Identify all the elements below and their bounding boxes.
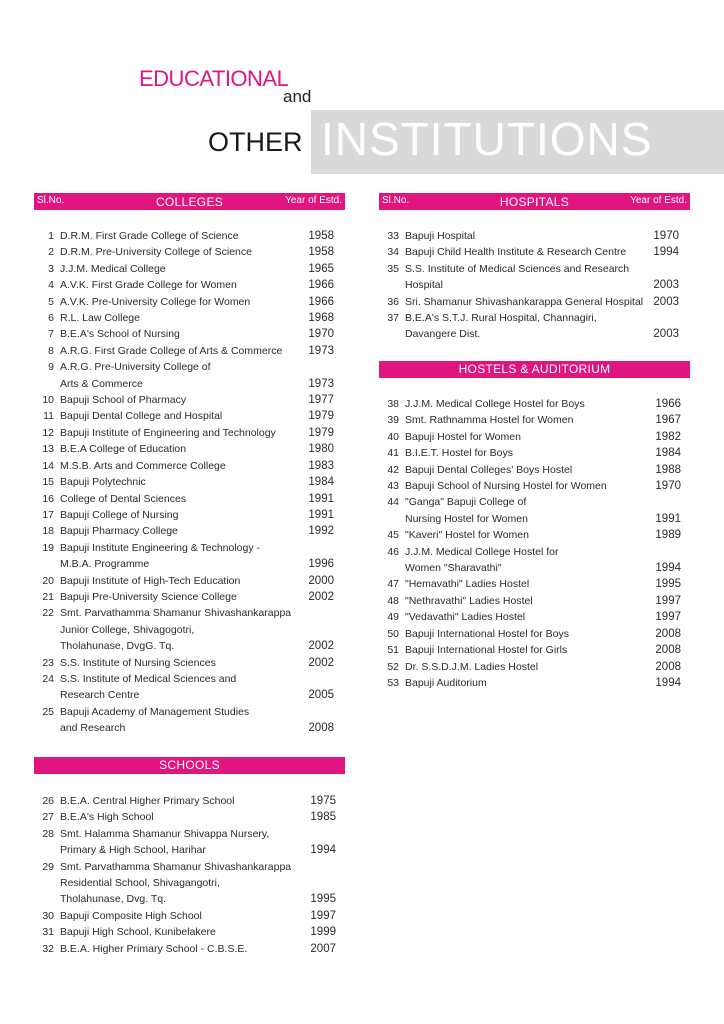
item-year: 1958	[308, 246, 334, 259]
colleges-year-label: Year of Estd.	[285, 195, 342, 206]
list-item	[34, 540, 334, 573]
item-name: Smt. Rathnamma Hostel for Women	[405, 414, 574, 427]
item-year: 1970	[655, 480, 681, 493]
item-name: D.R.M. Pre-University College of Science	[60, 246, 252, 259]
item-year: 1984	[308, 476, 334, 489]
item-name: Bapuji Academy of Management Studies and Research	[60, 705, 250, 735]
item-year: 1966	[655, 398, 681, 410]
item-number: 27	[42, 811, 54, 824]
item-number: 47	[387, 578, 399, 591]
hospitals-heading: HOSPITALS	[499, 195, 570, 209]
item-number: 31	[42, 926, 54, 939]
list-item	[34, 343, 334, 359]
item-number: 21	[42, 590, 54, 603]
item-number: 17	[42, 508, 54, 521]
item-number: 41	[387, 447, 399, 460]
schools-list	[34, 793, 336, 957]
title-educational: EDUCATIONAL	[139, 66, 289, 91]
item-name: Smt. Parvathamma Shamanur Shivashankarappa Residential School, Shivagangotri, Tholahunase, Dvg. Tq.	[60, 860, 292, 906]
list-item	[34, 573, 334, 589]
item-name: Bapuji Hospital	[405, 230, 476, 242]
item-number: 14	[42, 459, 54, 472]
item-year: 2008	[308, 722, 334, 735]
item-number: 3	[48, 262, 54, 275]
list-item	[379, 609, 681, 625]
list-item	[379, 310, 679, 343]
item-number: 25	[42, 705, 54, 718]
item-number: 37	[387, 312, 399, 325]
item-name: Bapuji Hostel for Women	[405, 430, 521, 443]
item-number: 50	[387, 627, 399, 640]
item-number: 9	[48, 361, 54, 374]
item-name: J.J.M. Medical College Hostel for Boys	[405, 398, 585, 410]
item-year: 1994	[655, 562, 681, 575]
item-year: 1975	[310, 795, 336, 807]
item-number: 28	[42, 827, 54, 840]
item-name: "Vedavathi" Ladies Hostel	[405, 611, 526, 624]
item-name: J.J.M. Medical College	[60, 262, 166, 275]
item-year: 1997	[655, 594, 681, 607]
list-item	[34, 704, 334, 737]
item-year: 1958	[308, 230, 334, 242]
title-institutions: INSTITUTIONS	[321, 113, 653, 165]
item-number: 44	[387, 496, 399, 509]
list-item	[34, 826, 336, 859]
item-year: 1991	[655, 512, 681, 525]
list-item	[379, 462, 681, 478]
item-name: S.S. Institute of Medical Sciences and Research Centre	[60, 672, 237, 702]
list-item	[34, 294, 334, 310]
item-name: Bapuji Institute of High-Tech Education	[60, 574, 241, 587]
list-item	[379, 642, 681, 658]
item-number: 2	[48, 246, 54, 259]
list-item	[34, 408, 334, 424]
item-year: 1994	[310, 844, 336, 857]
item-year: 1995	[310, 893, 336, 906]
item-name: Bapuji Institute Engineering & Technology - M.B.A. Programme	[60, 541, 261, 571]
item-name: "Nethravathi" Ladies Hostel	[405, 594, 533, 607]
item-number: 12	[42, 426, 54, 439]
item-number: 7	[48, 328, 54, 341]
list-item	[34, 228, 334, 244]
item-name: Bapuji Auditorium	[405, 676, 487, 689]
item-number: 19	[42, 541, 54, 554]
list-item	[379, 675, 681, 691]
item-year: 2003	[653, 295, 679, 308]
item-name: Bapuji School of Pharmacy	[60, 394, 187, 407]
list-item	[34, 589, 334, 605]
item-name: R.L. Law College	[60, 312, 140, 325]
list-item	[34, 924, 336, 940]
item-name: Bapuji High School, Kunibelakere	[60, 926, 216, 939]
item-name: Bapuji Polytechnic	[60, 476, 146, 489]
list-item	[379, 494, 681, 527]
item-number: 34	[387, 246, 399, 259]
list-item	[34, 507, 334, 523]
item-number: 43	[387, 480, 399, 493]
item-number: 32	[42, 942, 54, 955]
item-name: B.I.E.T. Hostel for Boys	[405, 447, 513, 460]
item-number: 10	[42, 394, 54, 407]
item-number: 6	[48, 312, 54, 325]
item-number: 22	[42, 607, 54, 620]
list-item	[34, 655, 334, 671]
hostels-list	[379, 396, 681, 691]
item-name: B.E.A College of Education	[60, 443, 187, 456]
list-item	[34, 809, 336, 825]
list-item	[379, 659, 681, 675]
list-item	[34, 326, 334, 342]
item-number: 48	[387, 594, 399, 607]
list-item	[379, 544, 681, 577]
item-name: "Ganga" Bapuji College of Nursing Hostel for Women	[405, 496, 528, 525]
hospitals-list	[379, 228, 679, 343]
list-item	[379, 261, 679, 294]
item-number: 20	[42, 574, 54, 587]
item-name: Smt. Halamma Shamanur Shivappa Nursery, Primary & High School, Harihar	[60, 827, 270, 857]
item-name: B.E.A's S.T.J. Rural Hospital, Channagiri, Davangere Dist.	[405, 312, 597, 341]
item-name: A.V.K. First Grade College for Women	[60, 279, 237, 292]
item-name: B.E.A. Higher Primary School - C.B.S.E.	[60, 942, 248, 955]
item-name: Bapuji International Hostel for Boys	[405, 627, 570, 640]
item-number: 1	[48, 230, 54, 242]
item-number: 52	[387, 660, 399, 673]
item-name: Smt. Parvathamma Shamanur Shivashankarappa Junior College, Shivagogotri, Tholahunase, DvgG. Tq.	[60, 607, 292, 653]
item-year: 1979	[308, 410, 334, 423]
item-number: 33	[387, 230, 399, 242]
item-number: 13	[42, 443, 54, 456]
item-name: S.S. Institute of Medical Sciences and Research Hospital	[405, 262, 630, 292]
item-year: 2007	[310, 942, 336, 955]
item-year: 1982	[655, 430, 681, 443]
list-item	[379, 294, 679, 310]
item-year: 1966	[308, 295, 334, 308]
item-name: B.E.A's High School	[60, 811, 154, 824]
item-number: 45	[387, 529, 399, 542]
item-number: 29	[42, 860, 54, 873]
list-item	[34, 359, 334, 392]
item-year: 1979	[308, 426, 334, 439]
item-number: 51	[387, 644, 399, 657]
item-name: A.V.K. Pre-University College for Women	[60, 295, 251, 308]
item-year: 1995	[655, 578, 681, 591]
item-number: 39	[387, 414, 399, 427]
item-number: 4	[48, 279, 54, 292]
item-name: "Kaveri" Hostel for Women	[405, 529, 529, 542]
item-year: 1992	[308, 525, 334, 538]
item-number: 30	[42, 909, 54, 922]
item-number: 46	[387, 545, 399, 558]
list-item	[379, 478, 681, 494]
item-year: 1991	[308, 508, 334, 521]
item-number: 40	[387, 430, 399, 443]
item-year: 2002	[308, 640, 334, 653]
item-name: Dr. S.S.D.J.M. Ladies Hostel	[405, 660, 539, 673]
item-name: Bapuji School of Nursing Hostel for Women	[405, 480, 607, 493]
list-item	[34, 425, 334, 441]
item-name: S.S. Institute of Nursing Sciences	[60, 656, 216, 669]
hospitals-header	[379, 193, 690, 210]
item-year: 1970	[653, 230, 679, 242]
list-item	[34, 671, 334, 704]
hostels-header: HOSTELS & AUDITORIUM	[379, 361, 690, 378]
item-year: 2002	[308, 590, 334, 603]
item-year: 2003	[653, 328, 679, 341]
item-name: B.E.A. Central Higher Primary School	[60, 795, 235, 807]
item-year: 1994	[653, 246, 679, 259]
title-and: and	[283, 87, 312, 106]
item-year: 2008	[655, 627, 681, 640]
item-number: 42	[387, 463, 399, 476]
list-item	[34, 474, 334, 490]
item-number: 23	[42, 656, 54, 669]
item-name: Bapuji Child Health Institute & Research Centre	[405, 246, 627, 259]
list-item	[34, 941, 336, 957]
item-number: 5	[48, 295, 54, 308]
item-name: Sri. Shamanur Shivashankarappa General Hospital	[405, 295, 644, 308]
colleges-slno-label: Sl.No.	[37, 195, 65, 206]
list-item	[34, 392, 334, 408]
item-name: Bapuji College of Nursing	[60, 508, 179, 521]
list-item	[379, 412, 681, 428]
item-year: 1997	[655, 611, 681, 624]
list-item	[34, 277, 334, 293]
list-item	[34, 523, 334, 539]
item-number: 35	[387, 262, 399, 275]
item-name: B.E.A's School of Nursing	[60, 328, 180, 341]
item-name: J.J.M. Medical College Hostel for Women "Sharavathi"	[405, 545, 559, 575]
item-year: 1983	[308, 459, 334, 472]
list-item	[34, 491, 334, 507]
item-year: 1973	[308, 344, 334, 357]
list-item	[379, 429, 681, 445]
hospitals-slno-label: Sl.No.	[382, 195, 410, 206]
item-year: 1997	[310, 909, 336, 922]
item-name: Bapuji International Hostel for Girls	[405, 644, 568, 657]
item-year: 2003	[653, 279, 679, 292]
item-number: 18	[42, 525, 54, 538]
list-item	[34, 605, 334, 654]
list-item	[34, 261, 334, 277]
item-year: 1996	[308, 558, 334, 571]
item-name: Bapuji Dental Colleges' Boys Hostel	[405, 463, 573, 476]
item-year: 1994	[655, 676, 681, 689]
item-year: 1988	[655, 463, 681, 476]
item-number: 49	[387, 611, 399, 624]
item-name: Bapuji Dental College and Hospital	[60, 410, 223, 423]
list-item	[34, 793, 336, 809]
hospitals-year-label: Year of Estd.	[630, 195, 687, 206]
list-item	[34, 441, 334, 457]
item-name: Bapuji Institute of Engineering and Technology	[60, 426, 276, 439]
colleges-header	[34, 193, 345, 210]
item-number: 26	[42, 795, 54, 807]
list-item	[379, 445, 681, 461]
item-year: 1967	[655, 414, 681, 427]
item-year: 1984	[655, 447, 681, 460]
item-name: D.R.M. First Grade College of Science	[60, 230, 239, 242]
schools-header: SCHOOLS	[34, 757, 345, 774]
title-other: OTHER	[208, 127, 303, 157]
item-year: 1991	[308, 492, 334, 505]
item-number: 36	[387, 295, 399, 308]
list-item	[379, 626, 681, 642]
list-item	[379, 576, 681, 592]
item-year: 1966	[308, 279, 334, 292]
item-name: College of Dental Sciences	[60, 492, 187, 505]
item-year: 1999	[310, 926, 336, 939]
item-year: 1985	[310, 811, 336, 824]
list-item	[34, 859, 336, 908]
item-name: M.S.B. Arts and Commerce College	[60, 459, 226, 472]
item-year: 2005	[308, 689, 334, 702]
item-number: 38	[387, 398, 399, 410]
item-name: "Hemavathi" Ladies Hostel	[405, 578, 530, 591]
list-item	[379, 244, 679, 260]
item-name: A.R.G. First Grade College of Arts & Commerce	[60, 344, 283, 357]
item-name: Bapuji Composite High School	[60, 909, 202, 922]
item-number: 11	[43, 410, 54, 423]
list-item	[34, 244, 334, 260]
item-number: 53	[387, 676, 399, 689]
item-name: Bapuji Pharmacy College	[60, 525, 178, 538]
item-year: 1970	[308, 328, 334, 341]
list-item	[379, 593, 681, 609]
item-year: 2008	[655, 644, 681, 657]
list-item	[379, 396, 681, 412]
colleges-list	[34, 228, 334, 737]
item-year: 1980	[308, 443, 334, 456]
list-item	[34, 310, 334, 326]
list-item	[379, 228, 679, 244]
item-year: 1965	[308, 262, 334, 275]
item-year: 1968	[308, 312, 334, 325]
item-year: 1977	[308, 394, 334, 407]
item-year: 1973	[308, 377, 334, 390]
item-number: 15	[42, 476, 54, 489]
item-number: 16	[42, 492, 54, 505]
list-item	[34, 458, 334, 474]
item-year: 1989	[655, 529, 681, 542]
item-name: A.R.G. Pre-University College of Arts & Commerce	[60, 361, 211, 390]
item-year: 2008	[655, 660, 681, 673]
colleges-heading: COLLEGES	[155, 195, 224, 209]
item-number: 8	[48, 344, 54, 357]
item-year: 2000	[308, 574, 334, 587]
item-name: Bapuji Pre-University Science College	[60, 590, 237, 603]
item-number: 24	[42, 672, 54, 685]
item-year: 2002	[308, 656, 334, 669]
list-item	[34, 908, 336, 924]
list-item	[379, 527, 681, 543]
